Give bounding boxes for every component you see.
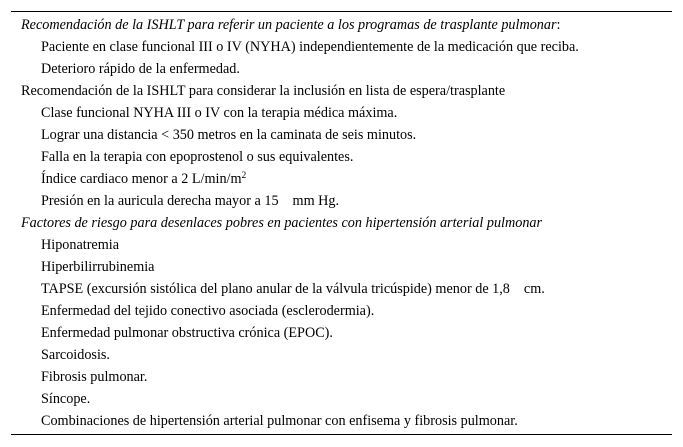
list-item: Clase funcional NYHA III o IV con la terapia médica máxima. <box>41 105 398 121</box>
list-item: Sarcoidosis. <box>41 347 110 363</box>
criteria-table <box>11 11 672 435</box>
list-item: Combinaciones de hipertensión arterial pulmonar con enfisema y fibrosis pulmonar. <box>41 413 518 429</box>
list-item: Fibrosis pulmonar. <box>41 369 148 385</box>
list-item: Índice cardiaco menor a 2 $L/\min/m^2$ <box>41 171 247 187</box>
list-item: Enfermedad pulmonar obstructiva crónica (EPOC). <box>41 325 333 341</box>
section-heading: Recomendación de la ISHLT para referir un paciente a los programas de trasplante pulmonar: <box>21 17 561 33</box>
list-item: Presión en la auricula derecha mayor a 15 mm Hg. <box>41 193 340 209</box>
list-item: Falla en la terapia con epoprostenol o sus equivalentes. <box>41 149 354 165</box>
section-heading: Recomendación de la ISHLT para considerar la inclusión en lista de espera/trasplante <box>21 83 506 99</box>
section-heading: Factores de riesgo para desenlaces pobres en pacientes con hipertensión arterial pulmonar <box>21 215 543 231</box>
list-item: Paciente en clase funcional III o IV (NYHA) independientemente de la medicación que reciba. <box>41 39 579 55</box>
list-item: Síncope. <box>41 391 91 407</box>
list-item: TAPSE (excursión sistólica del plano anular de la válvula tricúspide) menor de 1,8 cm. <box>41 281 545 297</box>
list-item: Enfermedad del tejido conectivo asociada (esclerodermia). <box>41 303 375 319</box>
list-item: Hiponatremia <box>41 237 120 253</box>
list-item: Deterioro rápido de la enfermedad. <box>41 61 240 77</box>
list-item: Hiperbilirrubinemia <box>41 259 155 275</box>
list-item: Lograr una distancia < 350 metros en la caminata de seis minutos. <box>41 127 417 143</box>
